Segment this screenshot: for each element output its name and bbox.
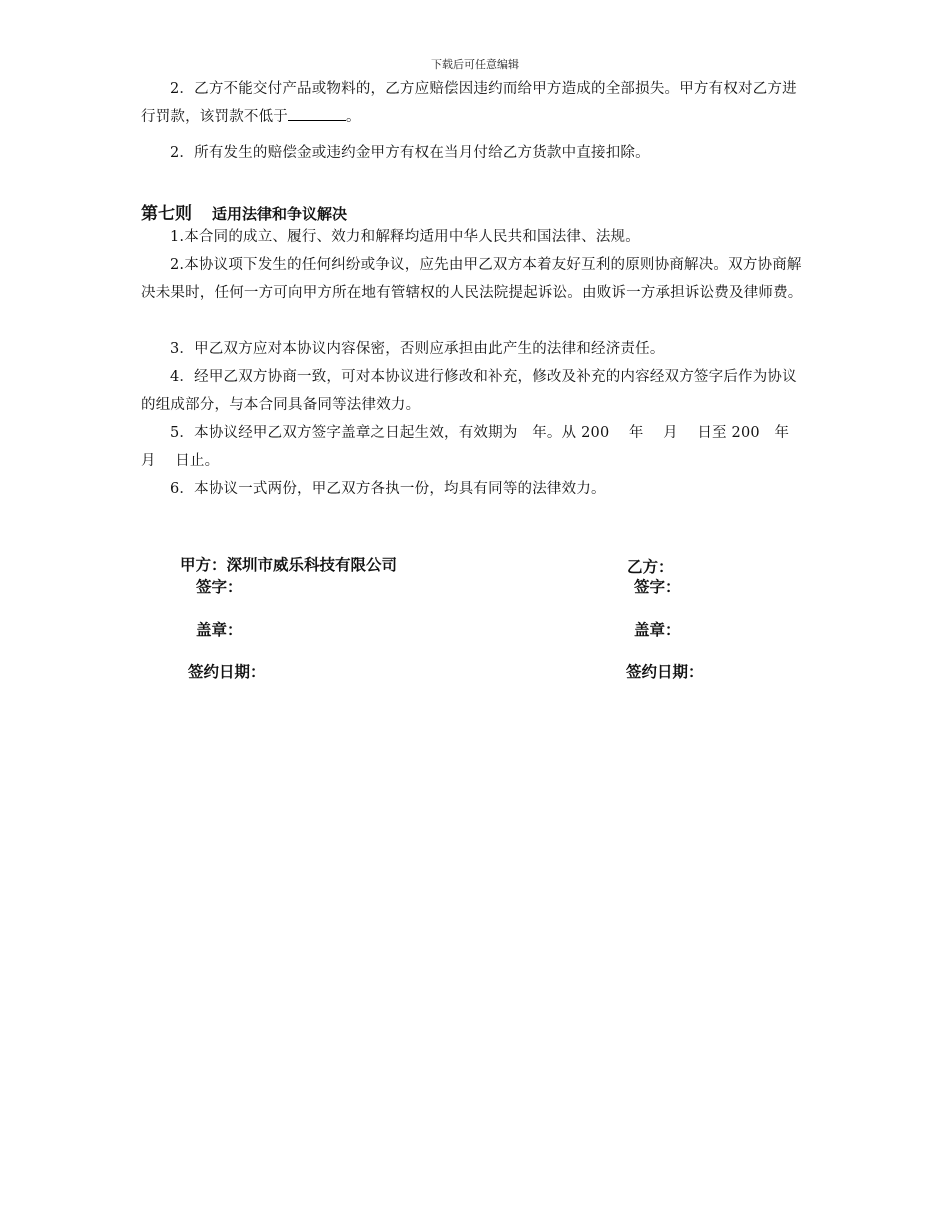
section-7-subheading: 适用法律和争议解决 [212,205,348,223]
section-7-item-3: 3．甲乙双方应对本协议内容保密，否则应承担由此产生的法律和经济责任。 [170,341,665,357]
party-b-sign-label: 签字： [634,578,681,596]
section-7-item-4: 4．经甲乙双方协商一致，可对本协议进行修改和补充，修改及补充的内容经双方签字后作为协议的组成部分，与本合同具备同等法律效力。 [141,369,797,413]
party-a-sign-label: 签字： [196,578,243,596]
party-b-name: 乙方： [627,558,674,576]
party-b-seal-label: 盖章： [634,621,681,639]
party-a-name: 甲方：深圳市威乐科技有限公司 [180,556,398,574]
clause-compensation-end: 。 [346,109,361,125]
clause-deduction: 2．所有发生的赔偿金或违约金甲方有权在当月付给乙方货款中直接扣除。 [170,145,650,161]
clause-compensation-text: 2．乙方不能交付产品或物料的，乙方应赔偿因违约而给甲方造成的全部损失。甲方有权对乙方进行罚款，该罚款不低于 [141,81,797,125]
page-header-note: 下载后可任意编辑 [431,58,519,71]
section-7-title [141,199,347,224]
section-7-item-2: 2.本协议项下发生的任何纠纷或争议，应先由甲乙双方本着友好互利的原则协商解决。双方协商解决未果时，任何一方可向甲方所在地有管辖权的人民法院提起诉讼。由败诉一方承担诉讼费及律师费。 [141,257,803,301]
party-b-date-label: 签约日期： [626,663,704,681]
penalty-amount-blank [288,104,346,121]
party-a-seal-label: 盖章： [196,621,243,639]
party-a-date-label: 签约日期： [188,663,266,681]
clause-compensation [141,75,811,131]
section-7-heading: 第七则 [141,204,192,224]
section-7-item-6: 6．本协议一式两份，甲乙双方各执一份，均具有同等的法律效力。 [170,481,606,497]
section-7-item-5: 5．本协议经甲乙双方签字盖章之日起生效，有效期为 年。从 200 年 月 日至 200 年 月 日止。 [141,425,809,469]
section-7-item-1: 1.本合同的成立、履行、效力和解释均适用中华人民共和国法律、法规。 [170,229,640,245]
